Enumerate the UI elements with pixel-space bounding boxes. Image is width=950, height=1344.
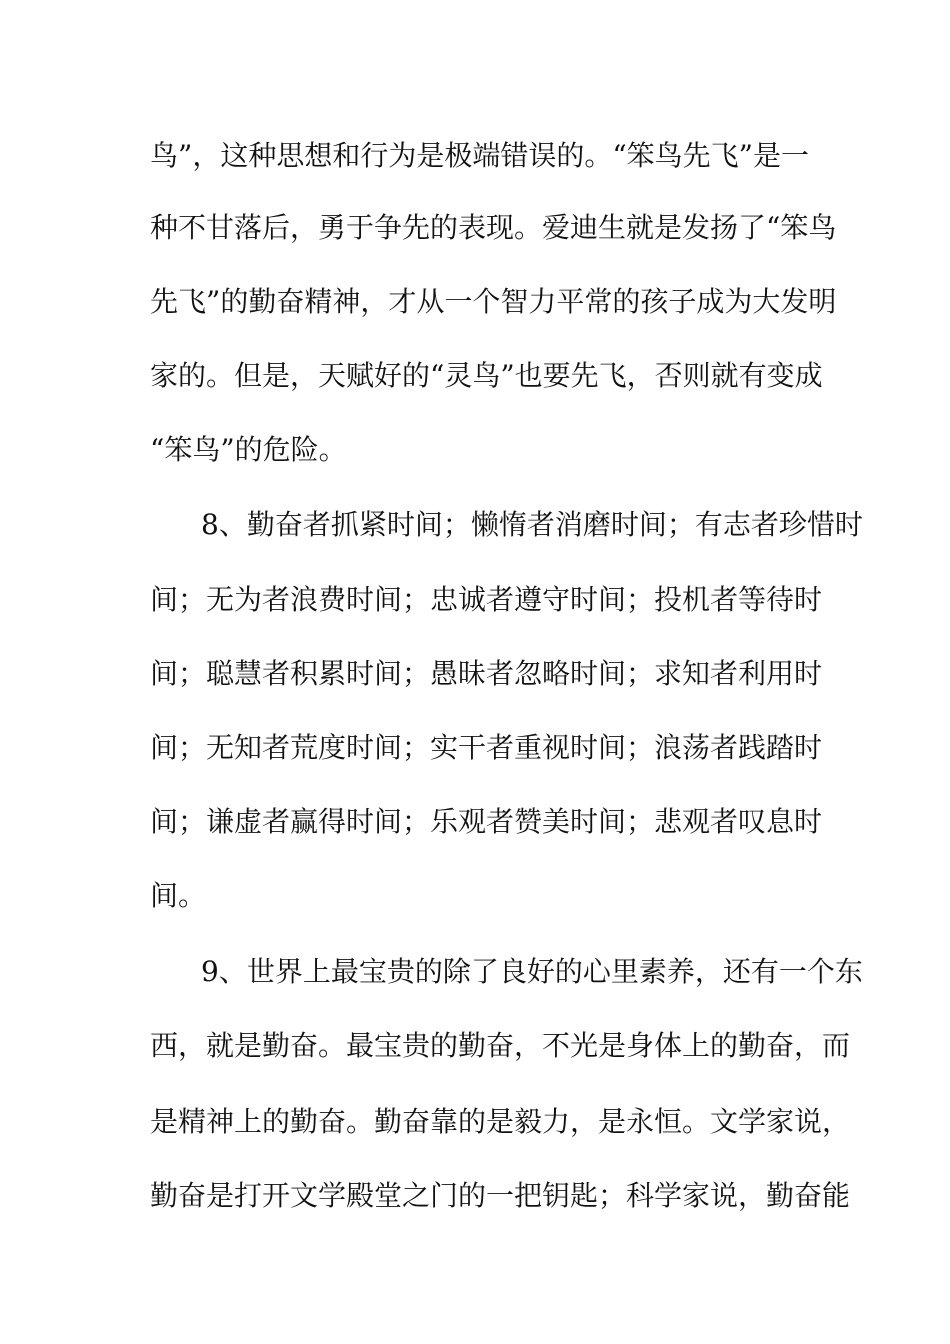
text-line: 间；无为者浪费时间；忠诚者遵守时间；投机者等待时 — [150, 583, 823, 616]
text-line: 是精神上的勤奋。勤奋靠的是毅力，是永恒。文学家说， — [150, 1105, 851, 1138]
text-line: 西，就是勤奋。最宝贵的勤奋，不光是身体上的勤奋，而 — [150, 1029, 851, 1062]
text-line: “笨鸟”的危险。 — [150, 433, 347, 466]
paragraph-9-first-line: 9、世界上最宝贵的除了良好的心里素养，还有一个东 — [201, 955, 863, 988]
text-line: 间；无知者荒度时间；实干者重视时间；浪荡者践踏时 — [150, 731, 823, 764]
text-line: 家的。但是，天赋好的“灵鸟”也要先飞，否则就有变成 — [150, 359, 823, 392]
text-line: 先飞”的勤奋精神，才从一个智力平常的孩子成为大发明 — [150, 285, 837, 318]
text-line: 种不甘落后，勇于争先的表现。爱迪生就是发扬了“笨鸟 — [150, 211, 837, 244]
text-line: 间；聪慧者积累时间；愚昧者忽略时间；求知者利用时 — [150, 657, 823, 690]
text-line: 勤奋是打开文学殿堂之门的一把钥匙；科学家说，勤奋能 — [150, 1179, 851, 1212]
text-line: 鸟”，这种思想和行为是极端错误的。“笨鸟先飞”是一 — [150, 139, 809, 172]
text-line: 间；谦虚者赢得时间；乐观者赞美时间；悲观者叹息时 — [150, 805, 823, 838]
text-line: 间。 — [150, 879, 207, 912]
paragraph-8-first-line: 8、勤奋者抓紧时间；懒惰者消磨时间；有志者珍惜时 — [201, 508, 863, 541]
